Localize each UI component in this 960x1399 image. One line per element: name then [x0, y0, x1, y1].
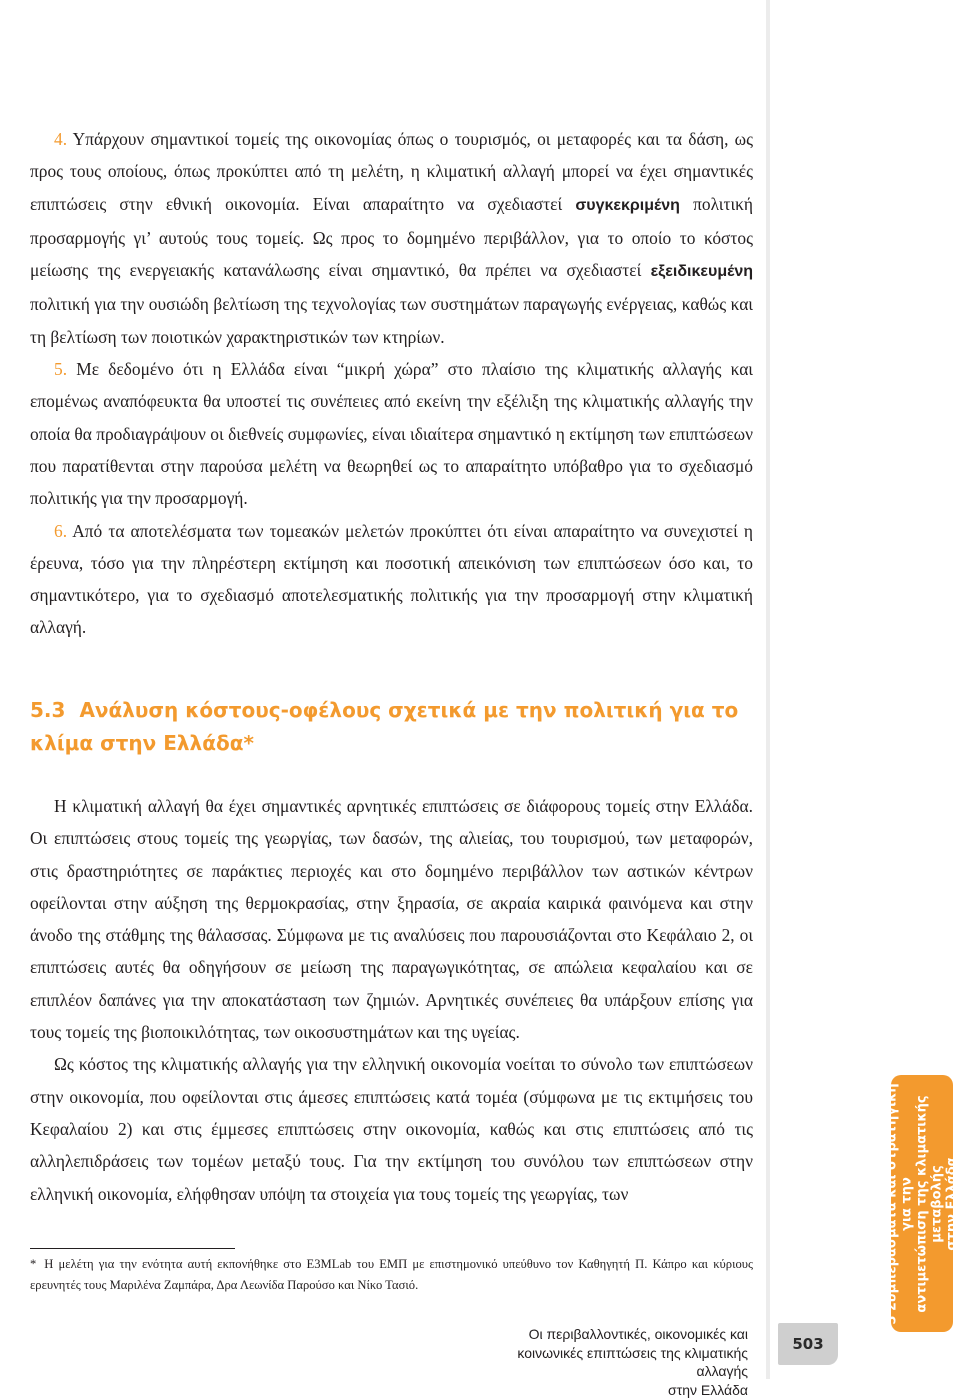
section-body: [30, 790, 753, 1210]
section-title: Ανάλυση κόστους-οφέλους σχετικά με την πολιτική για το κλίμα στην Ελλάδα*: [30, 698, 738, 755]
paragraph-number: 4.: [54, 129, 67, 149]
section-heading: [30, 694, 750, 760]
side-tab-line1: 5 Συμπεράσματα και στρατηγική για την: [885, 1079, 915, 1329]
side-tab-line3: στην Ελλάδα: [945, 1079, 960, 1329]
side-tab-line2: αντιμετώπιση της κλιματικής μεταβολής: [915, 1079, 945, 1329]
emphasis-text: εξειδικευμένη: [651, 263, 753, 280]
paragraph-number: 6.: [54, 521, 67, 541]
numbered-paragraph: [30, 515, 753, 644]
chapter-side-text: [885, 1079, 960, 1329]
emphasis-text: συγκεκριμένη: [575, 197, 680, 214]
numbered-paragraph: [30, 123, 753, 353]
chapter-side-tab: [891, 1075, 953, 1332]
footnote-marker: *: [30, 1257, 36, 1271]
body-paragraph: Ως κόστος της κλιματικής αλλαγής για την ελληνική οικονομία νοείται το σύνολο των επιπτώσεων στην οικονομία, που οφείλονται στις άμεσες επιπτώσεις κατά τομέα (σύμφωνα με τις εκτιμήσεις του Κεφαλαίου 2) και στις έμμεσες επιπτώσεις στην οικονομία, καθώς και στις επιπτώσεις από τις αλληλεπιδράσεις των τομέων μεταξύ τους. Για την εκτίμηση του συνόλου των επιπτώσεων στην ελληνική οικονομία, ελήφθησαν υπόψη τα στοιχεία για τους τομείς της γεωργίας, των: [30, 1048, 753, 1209]
paragraph-text: πολιτική για την ουσιώδη βελτίωση της τεχνολογίας των συστημάτων παραγωγής ενέργειας, καθώς και τη βελτίωση των ποιοτικών χαρακτηριστικών των κτηρίων.: [30, 294, 753, 346]
page-number: 503: [778, 1323, 838, 1365]
footnote-text: Η μελέτη για την ενότητα αυτή εκπονήθηκε στο E3MLab του ΕΜΠ με επιστημονικό υπεύθυνο τον Καθηγητή Π. Κάπρο και κύριους ερευνητές τους Μαριλένα Ζαμπάρα, Δρα Λεωνίδα Παρούσο και Νίκο Τασιό.: [30, 1257, 753, 1292]
margin-line: [766, 0, 770, 1379]
section-number: 5.3: [30, 698, 65, 722]
paragraph-text: Από τα αποτελέσματα των τομεακών μελετών προκύπτει ότι είναι απαραίτητο να συνεχιστεί η έρευνα, τόσο για την πληρέστερη εκτίμηση και ποσοτική απεικόνιση των επιπτώσεων όσο και, το σημαντικότερο, για το σχεδιασμό αποτελεσματικής πολιτικής για την προσαρμογή στην κλιματική αλλαγή.: [30, 521, 753, 638]
footer-title-line2: κοινωνικές επιπτώσεις της κλιματικής αλλαγής: [480, 1344, 748, 1381]
paragraph-number: 5.: [54, 359, 67, 379]
paragraph-text: Υπάρχουν σημαντικοί τομείς της οικονομίας όπως ο τουρισμός, οι μεταφορές και τα δάση, ως προς τους οποίους, όπως προκύπτει από τη μελέτη, η κλιματική αλλαγή μπορεί να έχει σημαντικές επιπτώσεις στην εθνική οικονομία. Είναι απαραίτητο να σχεδιαστεί: [30, 129, 753, 214]
footnote-rule: [30, 1248, 235, 1249]
footer-title-line1: Οι περιβαλλοντικές, οικονομικές και: [480, 1325, 748, 1344]
paragraph-text: πολιτική προσαρμογής γι’ αυτούς τους τομείς. Ως προς το δομημένο περιβάλλον, για το οποίο το κόστος μείωσης της ενεργειακής κατανάλωσης είναι σημαντικό, θα πρέπει να σχεδιαστεί: [30, 194, 753, 281]
paragraph-text: Με δεδομένο ότι η Ελλάδα είναι “μικρή χώρα” στο πλαίσιο της κλιματικής αλλαγής και επομένως αναπόφευκτα θα υποστεί τις συνέπειες από εκείνη την εξέλιξη της κλιματικής αλλαγής την οποία θα προδιαγράψουν οι διεθνείς συμφωνίες, είναι ιδιαίτερα σημαντικό η εκτίμηση των επιπτώσεων που παρατίθενται στην παρούσα μελέτη να θεωρηθεί ως το απαραίτητο υπόβαθρο για το σχεδιασμό πολιτικής για την προσαρμογή.: [30, 359, 753, 508]
numbered-conclusions: [30, 123, 753, 644]
footnote: [30, 1254, 753, 1296]
running-footer: [480, 1325, 748, 1399]
body-paragraph: Η κλιματική αλλαγή θα έχει σημαντικές αρνητικές επιπτώσεις σε διάφορους τομείς στην Ελλάδα. Οι επιπτώσεις στους τομείς της γεωργίας, των δασών, της αλιείας, του τουρισμού, των μεταφορών, στις δραστηριότητες σε παράκτιες περιοχές και στο δομημένο περιβάλλον των αστικών κέντρων οφείλονται στην αύξηση της θερμοκρασίας, στην ξηρασία, σε ακραία καιρικά φαινόμενα και στην άνοδο της στάθμης της θάλασσας. Σύμφωνα με τις αναλύσεις που παρουσιάζονται στο Κεφάλαιο 2, οι επιπτώσεις αυτές θα οδηγήσουν σε μείωση της παραγωγικότητας, σε απώλεια κεφαλαίου και σε επιπλέον δαπάνες για την αποκατάσταση των ζημιών. Αρνητικές συνέπειες θα υπάρξουν επίσης για τους τομείς της βιοποικιλότητας, των οικοσυστημάτων και της υγείας.: [30, 790, 753, 1048]
numbered-paragraph: [30, 353, 753, 514]
footer-title-line3: στην Ελλάδα: [480, 1381, 748, 1399]
